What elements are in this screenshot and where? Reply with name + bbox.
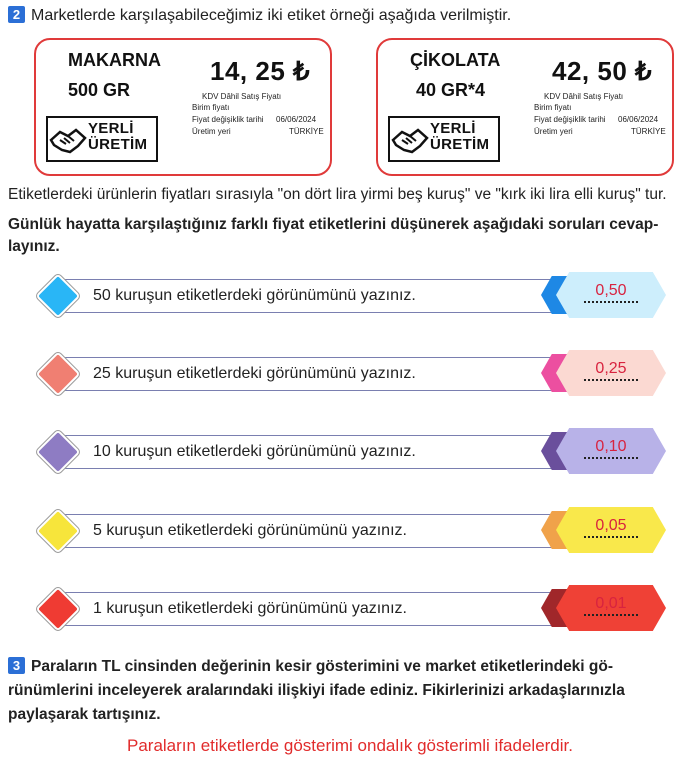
product-price: 14, 25 ₺ xyxy=(210,56,311,86)
question-text: 5 kuruşun etiketlerdeki görünümünü yazınız. xyxy=(93,522,407,539)
answer-text: 0,25 xyxy=(595,360,627,377)
answer-text: 0,50 xyxy=(595,282,627,299)
yerli-uretim-logo xyxy=(46,116,158,162)
vat-note: KDV Dâhil Satış Fiyatı xyxy=(202,92,282,101)
product-name: ÇİKOLATA xyxy=(410,50,501,70)
change-date-label: Fiyat değişiklik tarihi xyxy=(534,115,606,124)
question-3 xyxy=(8,655,696,727)
question-row xyxy=(36,584,668,634)
price-label-pasta xyxy=(34,38,332,176)
answer-dots xyxy=(584,614,638,616)
price-label-chocolate xyxy=(376,38,674,176)
handshake-icon xyxy=(390,118,430,160)
question-3-text: Paraların TL cinsinden değerinin kesir gösterimini ve market etiketlerindeki gö-rünümlerini inceleyerek aralarındaki ilişkiyi ifade ediniz. Fikirlerinizi arkadaşlarınızla paylaşarak tartışınız. xyxy=(8,658,625,723)
origin: TÜRKİYE xyxy=(289,127,324,136)
question-row xyxy=(36,506,668,556)
paragraph-prices: Etiketlerdeki ürünlerin fiyatları sırasıyla "on dört lira yirmi beş kuruş" ve "kırk iki lira elli kuruş" tur. xyxy=(8,186,667,203)
vat-note: KDV Dâhil Satış Fiyatı xyxy=(544,92,624,101)
question-row xyxy=(36,427,668,477)
question-text: 50 kuruşun etiketlerdeki görünümünü yazınız. xyxy=(93,287,416,304)
question-2-text: Marketlerde karşılaşabileceğimiz iki etiket örneği aşağıda verilmiştir. xyxy=(31,7,512,24)
product-amount: 500 GR xyxy=(68,80,131,100)
answer-text: 0,01 xyxy=(595,595,627,612)
answer-dots xyxy=(584,457,638,459)
product-name: MAKARNA xyxy=(68,50,161,70)
answer-3: Paraların etiketlerde gösterimi ondalık gösterimli ifadelerdir. xyxy=(127,736,573,755)
change-date: 06/06/2024 xyxy=(618,115,659,124)
answer-dots xyxy=(584,301,638,303)
origin-label: Üretim yeri xyxy=(192,127,231,136)
answer-dots xyxy=(584,536,638,538)
question-3-number: 3 xyxy=(8,657,25,674)
yerli-uretim-logo xyxy=(388,116,500,162)
unit-price-label: Birim fiyatı xyxy=(192,103,230,112)
paragraph-instruction: Günlük hayatta karşılaştığınız farklı fiyat etiketlerini düşünerek aşağıdaki soruları cevap-layınız. xyxy=(8,216,659,255)
badge-line-1: YERLİ xyxy=(430,120,476,137)
handshake-icon xyxy=(48,118,88,160)
product-amount: 40 GR*4 xyxy=(416,80,486,100)
question-2 xyxy=(8,6,511,25)
badge-line-1: YERLİ xyxy=(88,120,134,137)
question-text: 25 kuruşun etiketlerdeki görünümünü yazınız. xyxy=(93,365,416,382)
unit-price-label: Birim fiyatı xyxy=(534,103,572,112)
question-text: 1 kuruşun etiketlerdeki görünümünü yazınız. xyxy=(93,600,407,617)
origin-label: Üretim yeri xyxy=(534,127,573,136)
answer-text: 0,05 xyxy=(595,517,627,534)
badge-line-2: ÜRETİM xyxy=(430,136,490,153)
answer-text: 0,10 xyxy=(595,438,627,455)
badge-line-2: ÜRETİM xyxy=(88,136,148,153)
origin: TÜRKİYE xyxy=(631,127,666,136)
change-date: 06/06/2024 xyxy=(276,115,317,124)
question-row xyxy=(36,271,668,321)
change-date-label: Fiyat değişiklik tarihi xyxy=(192,115,264,124)
question-row xyxy=(36,349,668,399)
question-2-number: 2 xyxy=(8,6,25,23)
question-text: 10 kuruşun etiketlerdeki görünümünü yazınız. xyxy=(93,443,416,460)
answer-dots xyxy=(584,379,638,381)
product-price: 42, 50 ₺ xyxy=(552,56,653,86)
